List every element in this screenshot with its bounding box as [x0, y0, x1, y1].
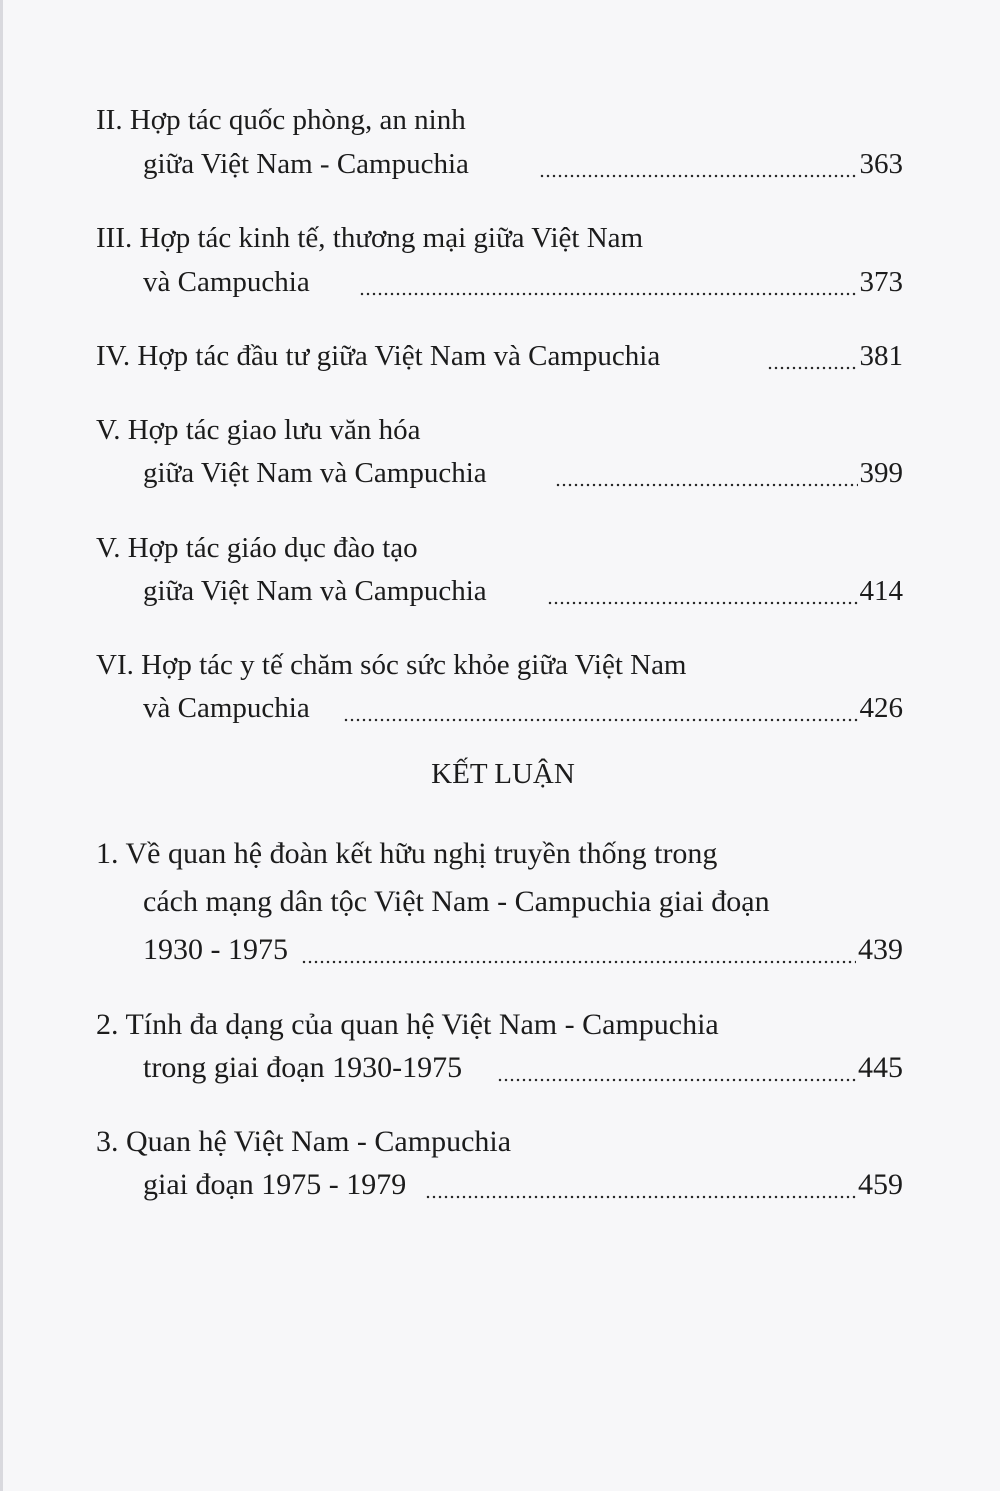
entry-title-cont: giai đoạn 1975 - 1979	[143, 1168, 407, 1201]
entry-title: 1. Về quan hệ đoàn kết hữu nghị truyền thống trong	[96, 837, 718, 870]
entry-title-cont: giữa Việt Nam và Campuchia	[143, 457, 487, 489]
entry-title-cont: giữa Việt Nam - Campuchia	[143, 148, 469, 180]
page-number: 439	[858, 933, 903, 966]
entry-title: 3. Quan hệ Việt Nam - Campuchia	[96, 1125, 512, 1158]
entry-title: IV. Hợp tác đầu tư giữa Việt Nam và Campuchia	[96, 340, 661, 372]
page-number: 399	[859, 457, 903, 489]
page-number: 426	[859, 692, 903, 724]
page-number: 445	[858, 1051, 903, 1084]
page-number: 381	[859, 340, 903, 372]
dot-leader	[425, 1163, 903, 1207]
dot-leader	[539, 142, 903, 186]
dot-leader	[343, 686, 903, 730]
entry-title: III. Hợp tác kinh tế, thương mại giữa Việt Nam	[96, 222, 644, 254]
page-number: 373	[859, 266, 903, 298]
entry-title-cont: và Campuchia	[143, 266, 310, 298]
entry-title-cont: cách mạng dân tộc Việt Nam - Campuchia giai đoạn	[143, 885, 770, 918]
dot-leader	[767, 334, 903, 378]
entry-title-cont: và Campuchia	[143, 692, 310, 724]
dot-leader	[497, 1046, 903, 1090]
entry-title: II. Hợp tác quốc phòng, an ninh	[96, 104, 466, 136]
entry-title-cont: giữa Việt Nam và Campuchia	[143, 575, 487, 607]
dot-leader	[301, 928, 903, 972]
entry-title: V. Hợp tác giáo dục đào tạo	[96, 532, 418, 564]
entry-title: V. Hợp tác giao lưu văn hóa	[96, 414, 421, 446]
dot-leader	[555, 451, 903, 495]
entry-title: 2. Tính đa dạng của quan hệ Việt Nam - Campuchia	[96, 1008, 719, 1041]
entry-title-cont: 1930 - 1975	[143, 933, 288, 966]
dot-leader	[359, 260, 903, 304]
entry-title-cont: trong giai đoạn 1930-1975	[143, 1051, 463, 1084]
section-heading: KẾT LUẬN	[431, 758, 575, 790]
dot-leader	[547, 569, 903, 613]
page-number: 459	[858, 1168, 903, 1201]
page-number: 363	[859, 148, 903, 180]
page-number: 414	[859, 575, 903, 607]
entry-title: VI. Hợp tác y tế chăm sóc sức khỏe giữa Việt Nam	[96, 649, 687, 681]
